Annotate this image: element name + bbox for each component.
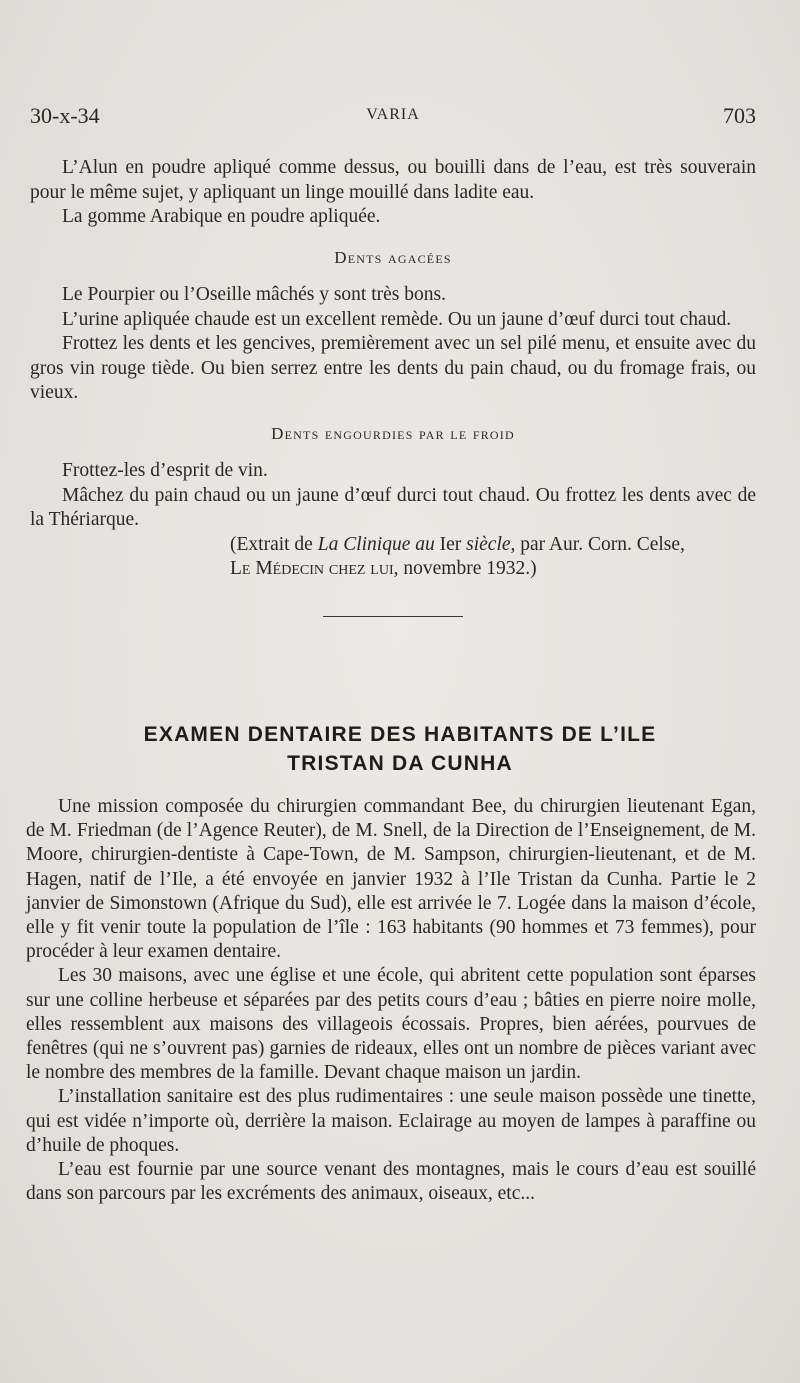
article-body — [26, 795, 756, 1206]
citation-century-word: siècle — [466, 533, 511, 555]
title-line-2: TRISTAN DA CUNHA — [287, 752, 513, 775]
paragraph: L’eau est fournie par une source venant des montagnes, mais le cours d’eau est souillé dans son parcours par les excréments des animaux, oiseaux, etc... — [26, 1159, 756, 1205]
paragraph: L’urine apliquée chaude est un excellent remède. Ou un jaune d’œuf durci tout chaud. — [62, 308, 732, 330]
paragraph: Une mission composée du chirurgien commandant Bee, du chirurgien lieutenant Egan, de M. Friedman (de l’Agence Reuter), de M. Snell, de la Direction de l’Enseignement, de M. Moore, chirurgien-dentiste à Cape-Town, de M. Sampson, chirurgien-lieutenant, et de M. Hagen, natif de l’Ile, a été envoyée en janvier 1932 à l’Ile Tristan da Cunha. Partie le 2 janvier de Simonstown (Afrique du Sud), elle est arrivée le 7. Logée dans la maison d’école, elle y fit venir toute la population de l’île : 163 habitants (90 hommes et 73 femmes), pour procéder à leur examen dentaire. — [26, 796, 756, 963]
paragraph: L’Alun en poudre apliqué comme dessus, ou bouilli dans de l’eau, est très souverain pour le même sujet, y apliquant un linge mouillé dans ladite eau. — [30, 157, 756, 203]
paragraph: Le Pourpier ou l’Oseille mâchés y sont très bons. — [62, 284, 446, 305]
article-title — [40, 720, 760, 778]
section-divider — [323, 616, 463, 617]
citation-prefix: (Extrait de — [230, 533, 318, 555]
citation-century: Ier — [439, 533, 462, 555]
citation — [30, 533, 756, 558]
paragraph: Frottez les dents et les gencives, premièrement avec un sel pilé menu, et ensuite avec du gros vin rouge tiède. Ou bien serrez entre les dents du pain chaud, ou du fromage frais, ou vieux. — [30, 333, 756, 403]
paragraph: L’installation sanitaire est des plus rudimentaires : une seule maison possède une tinette, qui est vidée n’importe où, derrière la maison. Eclairage au moyen de lampes à paraffine ou d’huile de phoques. — [26, 1086, 756, 1156]
citation-date: , novembre 1932.) — [393, 558, 537, 579]
page-header — [30, 103, 756, 133]
title-line-1: EXAMEN DENTAIRE DES HABITANTS DE L’ILE — [143, 723, 657, 746]
paragraph: Mâchez du pain chaud ou un jaune d’œuf durci tout chaud. Ou frottez les dents avec de la Thériarque. — [30, 484, 756, 530]
section-heading: Dents agacées — [334, 247, 452, 267]
citation-journal: Le Médecin chez lui — [230, 558, 394, 579]
citation-work: La Clinique au — [317, 533, 435, 555]
section-heading: Dents engourdies par le froid — [271, 423, 515, 443]
page-number: 703 — [723, 103, 756, 128]
remedies-section — [30, 156, 756, 617]
header-date: 30-x-34 — [30, 103, 100, 128]
paragraph: Frottez-les d’esprit de vin. — [62, 460, 268, 481]
citation-author: , par Aur. Corn. Celse, — [510, 533, 685, 555]
paragraph: Les 30 maisons, avec une église et une école, qui abritent cette population sont éparses sur une colline herbeuse et séparées par des petits cours d’eau ; bâties en pierre noire molle, elles ressemblent aux maisons des villageois écossais. Propres, bien aérées, pourvues de fenêtres (qui ne s’ouvrent pas) garnies de rideaux, elles ont un nombre de pièces variant avec le nombre des membres de la famille. Devant chaque maison un jardin. — [26, 965, 756, 1084]
paragraph: La gomme Arabique en poudre apliquée. — [62, 206, 381, 227]
header-section: VARIA — [366, 106, 420, 123]
citation-source — [30, 557, 756, 582]
